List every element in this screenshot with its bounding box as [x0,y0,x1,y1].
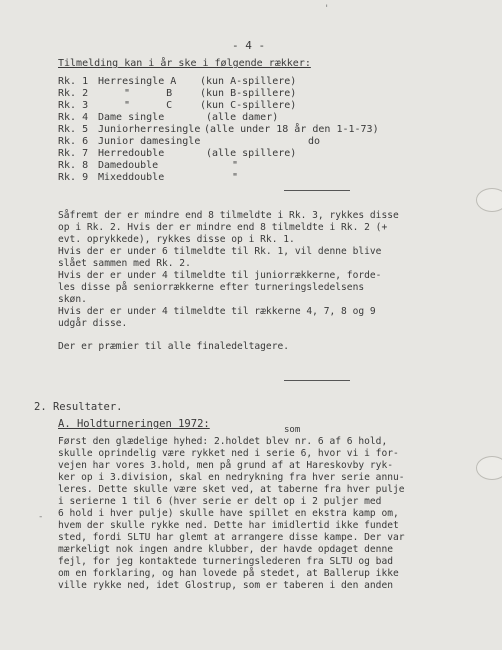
entry-rk: Rk. 7 [58,148,89,159]
rules-line: Hvis der er under 4 tilmeldte til juniorrækkerne, forde- [58,270,382,281]
entry-name: Mixeddouble [98,172,165,183]
body-line: vejen har vores 3.hold, men på grund af at Hareskovby ryk- [58,460,394,471]
entry-note: " [232,160,239,171]
rules-line: slået sammen med Rk. 2. [58,258,191,269]
body-line: hvem der skulle rykke ned. Dette har imidlertid ikke fundet [58,520,399,531]
entry-name: Herresingle A [98,76,177,87]
margin-mark: - [38,512,44,522]
punch-hole [476,456,502,480]
entry-name: Herredouble [98,148,165,159]
entry-name: " B [124,88,173,99]
body-line: Først den glædelige hyhed: 2.holdet blev nr. 6 af 6 hold, [58,436,388,447]
rules-line: Såfremt der er mindre end 8 tilmeldte i Rk. 3, rykkes disse [58,210,399,221]
som-note: som [284,425,301,435]
rules-line: Hvis der er under 6 tilmeldte til Rk. 1, vil denne blive [58,246,382,257]
body-line: om en forklaring, og han lovede på stedet, at Ballerup ikke [58,568,399,579]
rules-line: evt. oprykkede), rykkes disse op i Rk. 1. [58,234,295,245]
rules-line: udgår disse. [58,318,128,329]
entry-rk: Rk. 9 [58,172,89,183]
body-line: skulle oprindelig være rykket ned i serie 6, hvor vi i for- [58,448,399,459]
entry-name: " C [124,100,173,111]
rules-line: Hvis der er under 4 tilmeldte til rækkerne 4, 7, 8 og 9 [58,306,376,317]
body-line: i serierne 1 til 6 (hver serie er delt op i 2 puljer med [58,496,382,507]
entry-rk: Rk. 2 [58,88,89,99]
section-heading: Tilmelding kan i år ske i følgende rækker: [58,58,311,69]
body-line: ker op i 3.division, skal en nedrykning fra hver serie annu- [58,472,405,483]
body-line: leres. Dette skulle være sket ved, at taberne fra hver pulje [58,484,405,495]
body-line: fejl, for jeg kontaktede turneringslederen fra SLTU og bad [58,556,394,567]
body-line: sted, fordi SLTU har glemt at arrangere disse kampe. Der var [58,532,405,543]
entry-rk: Rk. 1 [58,76,89,87]
rules-line: les disse på seniorrækkerne efter turneringsledelsens [58,282,365,293]
punch-hole [476,188,502,212]
entry-rk: Rk. 5 [58,124,89,135]
entry-name: Juniorherresingle [98,124,201,135]
entry-note: (kun B-spillere) [200,88,297,99]
entry-name: Damedouble [98,160,159,171]
entry-name: Junior damesingle [98,136,201,147]
entry-name: Dame single [98,112,165,123]
prizes-line: Der er præmier til alle finaledeltagere. [58,341,290,352]
entry-note: (kun C-spillere) [200,100,297,111]
entry-note: (alle spillere) [206,148,297,159]
entry-rk: Rk. 8 [58,160,89,171]
entry-note: (kun A-spillere) [200,76,297,87]
page-number: - 4 - [232,39,266,52]
entry-note: do [308,136,321,147]
rules-line: op i Rk. 2. Hvis der er mindre end 8 tilmeldte i Rk. 2 (+ [58,222,388,233]
body-line: ville rykke ned, idet Glostrup, som er taberen i den anden [58,580,394,591]
entry-rk: Rk. 6 [58,136,89,147]
separator-line [284,190,350,191]
section-2-title: 2. Resultater. [34,401,123,413]
entry-rk: Rk. 3 [58,100,89,111]
rules-line: skøn. [58,294,87,305]
entry-rk: Rk. 4 [58,112,89,123]
separator-line [284,380,350,381]
entry-note: (alle under 18 år den 1-1-73) [204,124,379,135]
body-line: mærkeligt nok ingen andre klubber, der havde opdaget denne [58,544,394,555]
body-line: 6 hold i hver pulje) skulle have spillet en ekstra kamp om, [58,508,399,519]
corner-mark: ' [324,4,330,14]
subsection-title: A. Holdturneringen 1972: [58,418,210,430]
entry-note: (alle damer) [206,112,279,123]
entry-note: " [232,172,239,183]
